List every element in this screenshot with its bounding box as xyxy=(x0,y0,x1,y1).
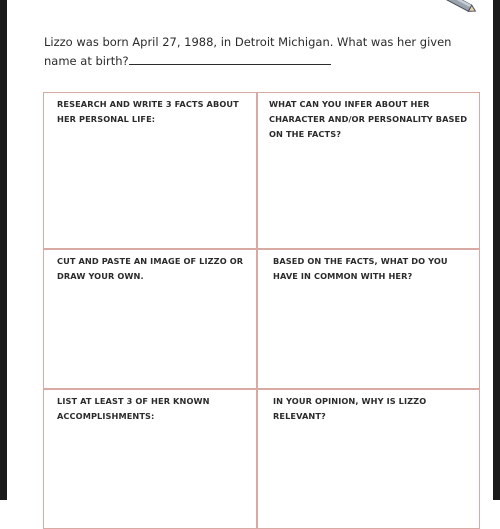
image-label: CUT AND PASTE AN IMAGE OF LIZZO OR DRAW YOUR OWN. xyxy=(57,256,244,281)
facts-grid xyxy=(43,92,480,512)
answer-blank-line[interactable] xyxy=(129,53,331,65)
relevance-label: IN YOUR OPINION, WHY IS LIZZO RELEVANT? xyxy=(273,396,427,421)
accomplishments-label: LIST AT LEAST 3 OF HER KNOWN ACCOMPLISHMENTS: xyxy=(57,396,210,421)
pencil-icon xyxy=(437,0,477,14)
character-inference-label: WHAT CAN YOU INFER ABOUT HER CHARACTER AND/OR PERSONALITY BASED ON THE FACTS? xyxy=(269,99,468,139)
in-common-label: BASED ON THE FACTS, WHAT DO YOU HAVE IN COMMON WITH HER? xyxy=(273,256,448,281)
given-name-question-text: Lizzo was born April 27, 1988, in Detroit Michigan. What was her given name at birth? xyxy=(44,35,452,68)
given-name-question xyxy=(44,33,484,71)
personal-life-label: RESEARCH AND WRITE 3 FACTS ABOUT HER PERSONAL LIFE: xyxy=(57,99,239,124)
